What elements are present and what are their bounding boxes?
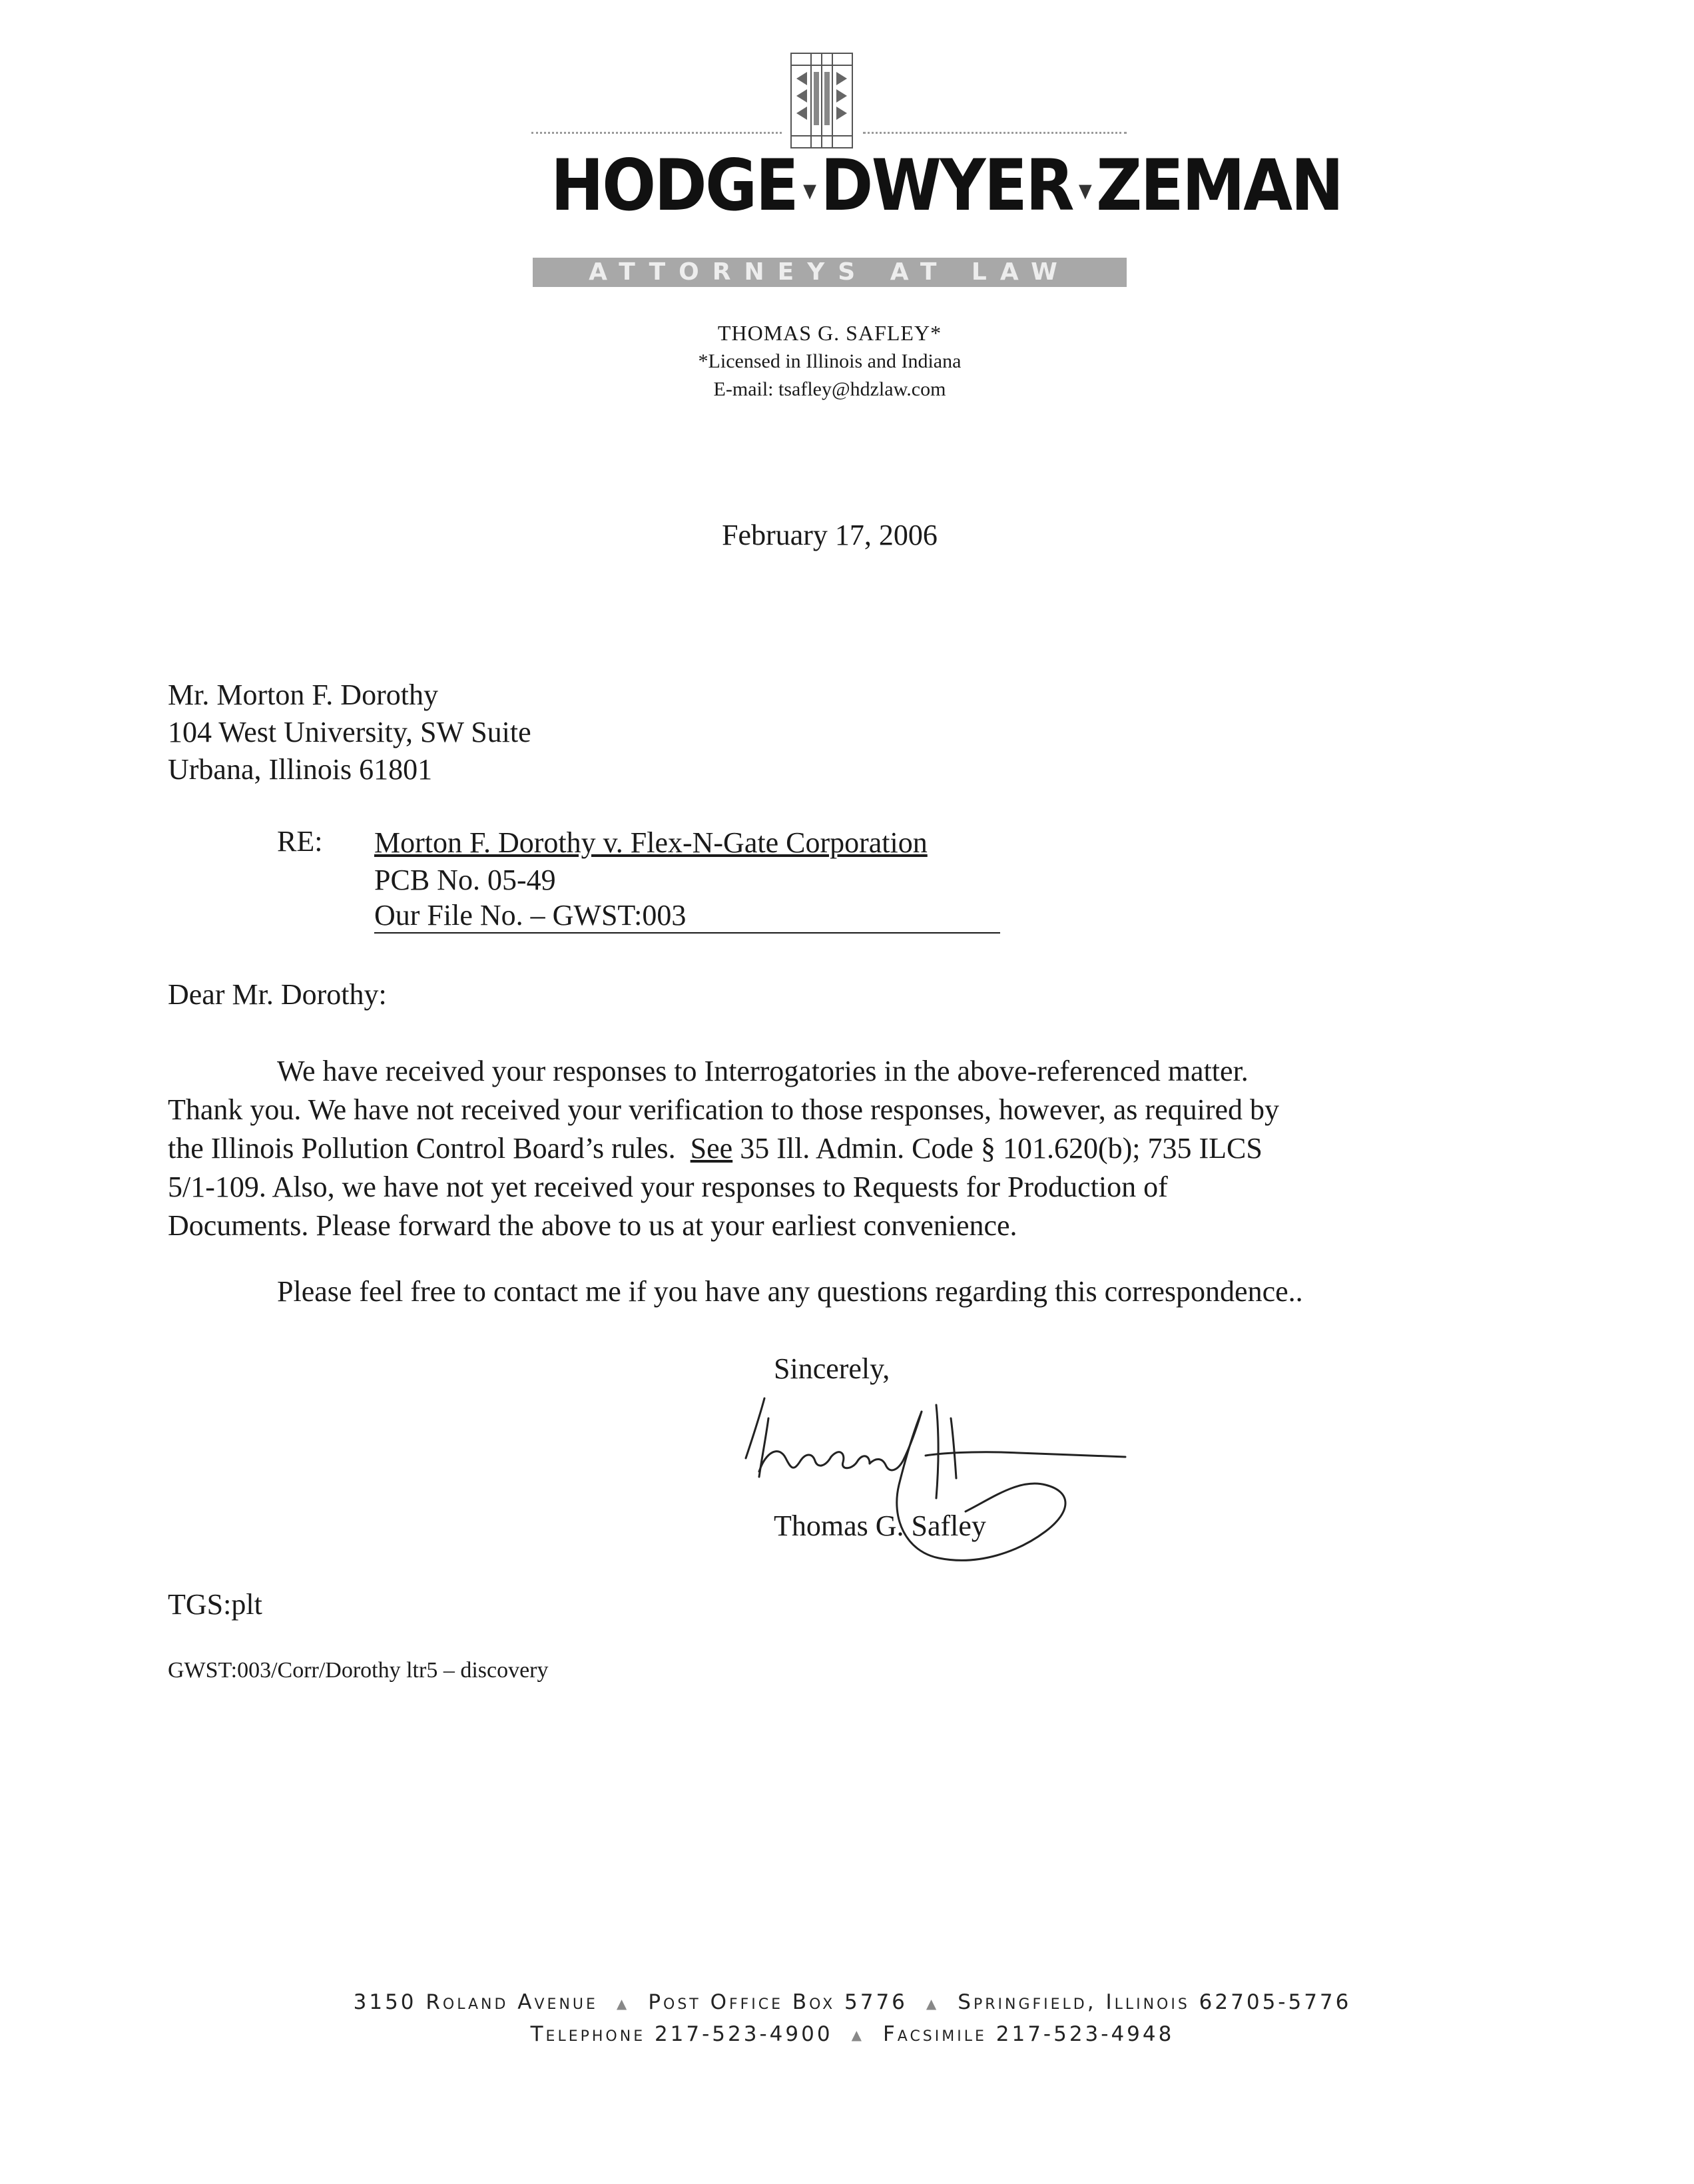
recipient-address bbox=[168, 677, 531, 788]
body-line: We have received your responses to Interrogatories in the above-referenced matter. bbox=[277, 1055, 1249, 1087]
firm-name-dwyer: DWYER bbox=[820, 144, 1073, 226]
triangle-separator-icon: ▲ bbox=[926, 1995, 940, 2012]
body-paragraph bbox=[168, 1052, 1446, 1245]
firm-logo-emblem bbox=[790, 52, 854, 149]
body-line-segment: 35 Ill. Admin. Code § 101.620(b); 735 ILCS bbox=[732, 1132, 1263, 1165]
recipient-name: Mr. Morton F. Dorothy bbox=[168, 679, 438, 711]
body-line: Documents. Please forward the above to us at your earliest convenience. bbox=[168, 1209, 1017, 1242]
body-line: Thank you. We have not received your verification to those responses, however, as required by bbox=[168, 1093, 1280, 1126]
footer-telephone: Telephone 217-523-4900 bbox=[530, 2022, 833, 2046]
re-block bbox=[374, 824, 1001, 934]
re-case-number: PCB No. 05-49 bbox=[374, 864, 556, 896]
body-line-segment: the Illinois Pollution Control Board’s rules. bbox=[168, 1132, 691, 1165]
firm-subtitle-banner: ATTORNEYS AT LAW bbox=[533, 258, 1127, 287]
body-line: 5/1-109. Also, we have not yet received your responses to Requests for Production of bbox=[168, 1171, 1168, 1203]
letterhead-rule-right bbox=[863, 132, 1127, 134]
attorney-name: THOMAS G. SAFLEY* bbox=[717, 321, 942, 345]
triangle-separator-icon: ▲ bbox=[616, 1995, 630, 2012]
signer-name: Thomas G. Safley bbox=[774, 1509, 986, 1542]
triangle-separator-icon: ▾ bbox=[803, 173, 815, 208]
attorney-email: E-mail: tsafley@hdzlaw.com bbox=[713, 378, 946, 400]
file-reference: GWST:003/Corr/Dorothy ltr5 – discovery bbox=[168, 1658, 549, 1683]
attorney-block bbox=[533, 318, 1127, 404]
footer-city: Springfield, Illinois 62705-5776 bbox=[958, 1990, 1352, 2014]
salutation: Dear Mr. Dorothy: bbox=[168, 978, 387, 1011]
letterhead-rule-left bbox=[531, 132, 782, 134]
recipient-address-line1: 104 West University, SW Suite bbox=[168, 716, 531, 748]
letterhead-footer bbox=[200, 1987, 1505, 2050]
citation-signal-see: See bbox=[690, 1132, 733, 1165]
triangle-separator-icon: ▲ bbox=[851, 2027, 864, 2043]
attorney-license: *Licensed in Illinois and Indiana bbox=[698, 350, 962, 372]
firm-name-hodge: HODGE bbox=[551, 144, 798, 226]
re-file-number: Our File No. – GWST:003 bbox=[374, 899, 1000, 934]
footer-street: 3150 Roland Avenue bbox=[353, 1990, 598, 2014]
closing-paragraph: Please feel free to contact me if you have any questions regarding this correspondence.. bbox=[277, 1275, 1303, 1308]
re-case-title: Morton F. Dorothy v. Flex-N-Gate Corporation bbox=[374, 826, 928, 859]
firm-name bbox=[551, 144, 1342, 226]
firm-name-zeman: ZEMAN bbox=[1096, 144, 1342, 226]
footer-facsimile: Facsimile 217-523-4948 bbox=[882, 2022, 1175, 2046]
footer-contact-row bbox=[200, 2019, 1505, 2051]
footer-address-row bbox=[200, 1987, 1505, 2019]
re-label: RE: bbox=[277, 825, 323, 858]
closing: Sincerely, bbox=[774, 1352, 890, 1385]
body-line bbox=[168, 1129, 1446, 1168]
footer-po-box: Post Office Box 5776 bbox=[648, 1990, 908, 2014]
triangle-separator-icon: ▾ bbox=[1078, 173, 1091, 208]
typist-initials: TGS:plt bbox=[168, 1588, 262, 1621]
letter-date: February 17, 2006 bbox=[722, 519, 938, 551]
handwritten-signature bbox=[739, 1392, 1192, 1585]
recipient-address-line2: Urbana, Illinois 61801 bbox=[168, 753, 433, 786]
